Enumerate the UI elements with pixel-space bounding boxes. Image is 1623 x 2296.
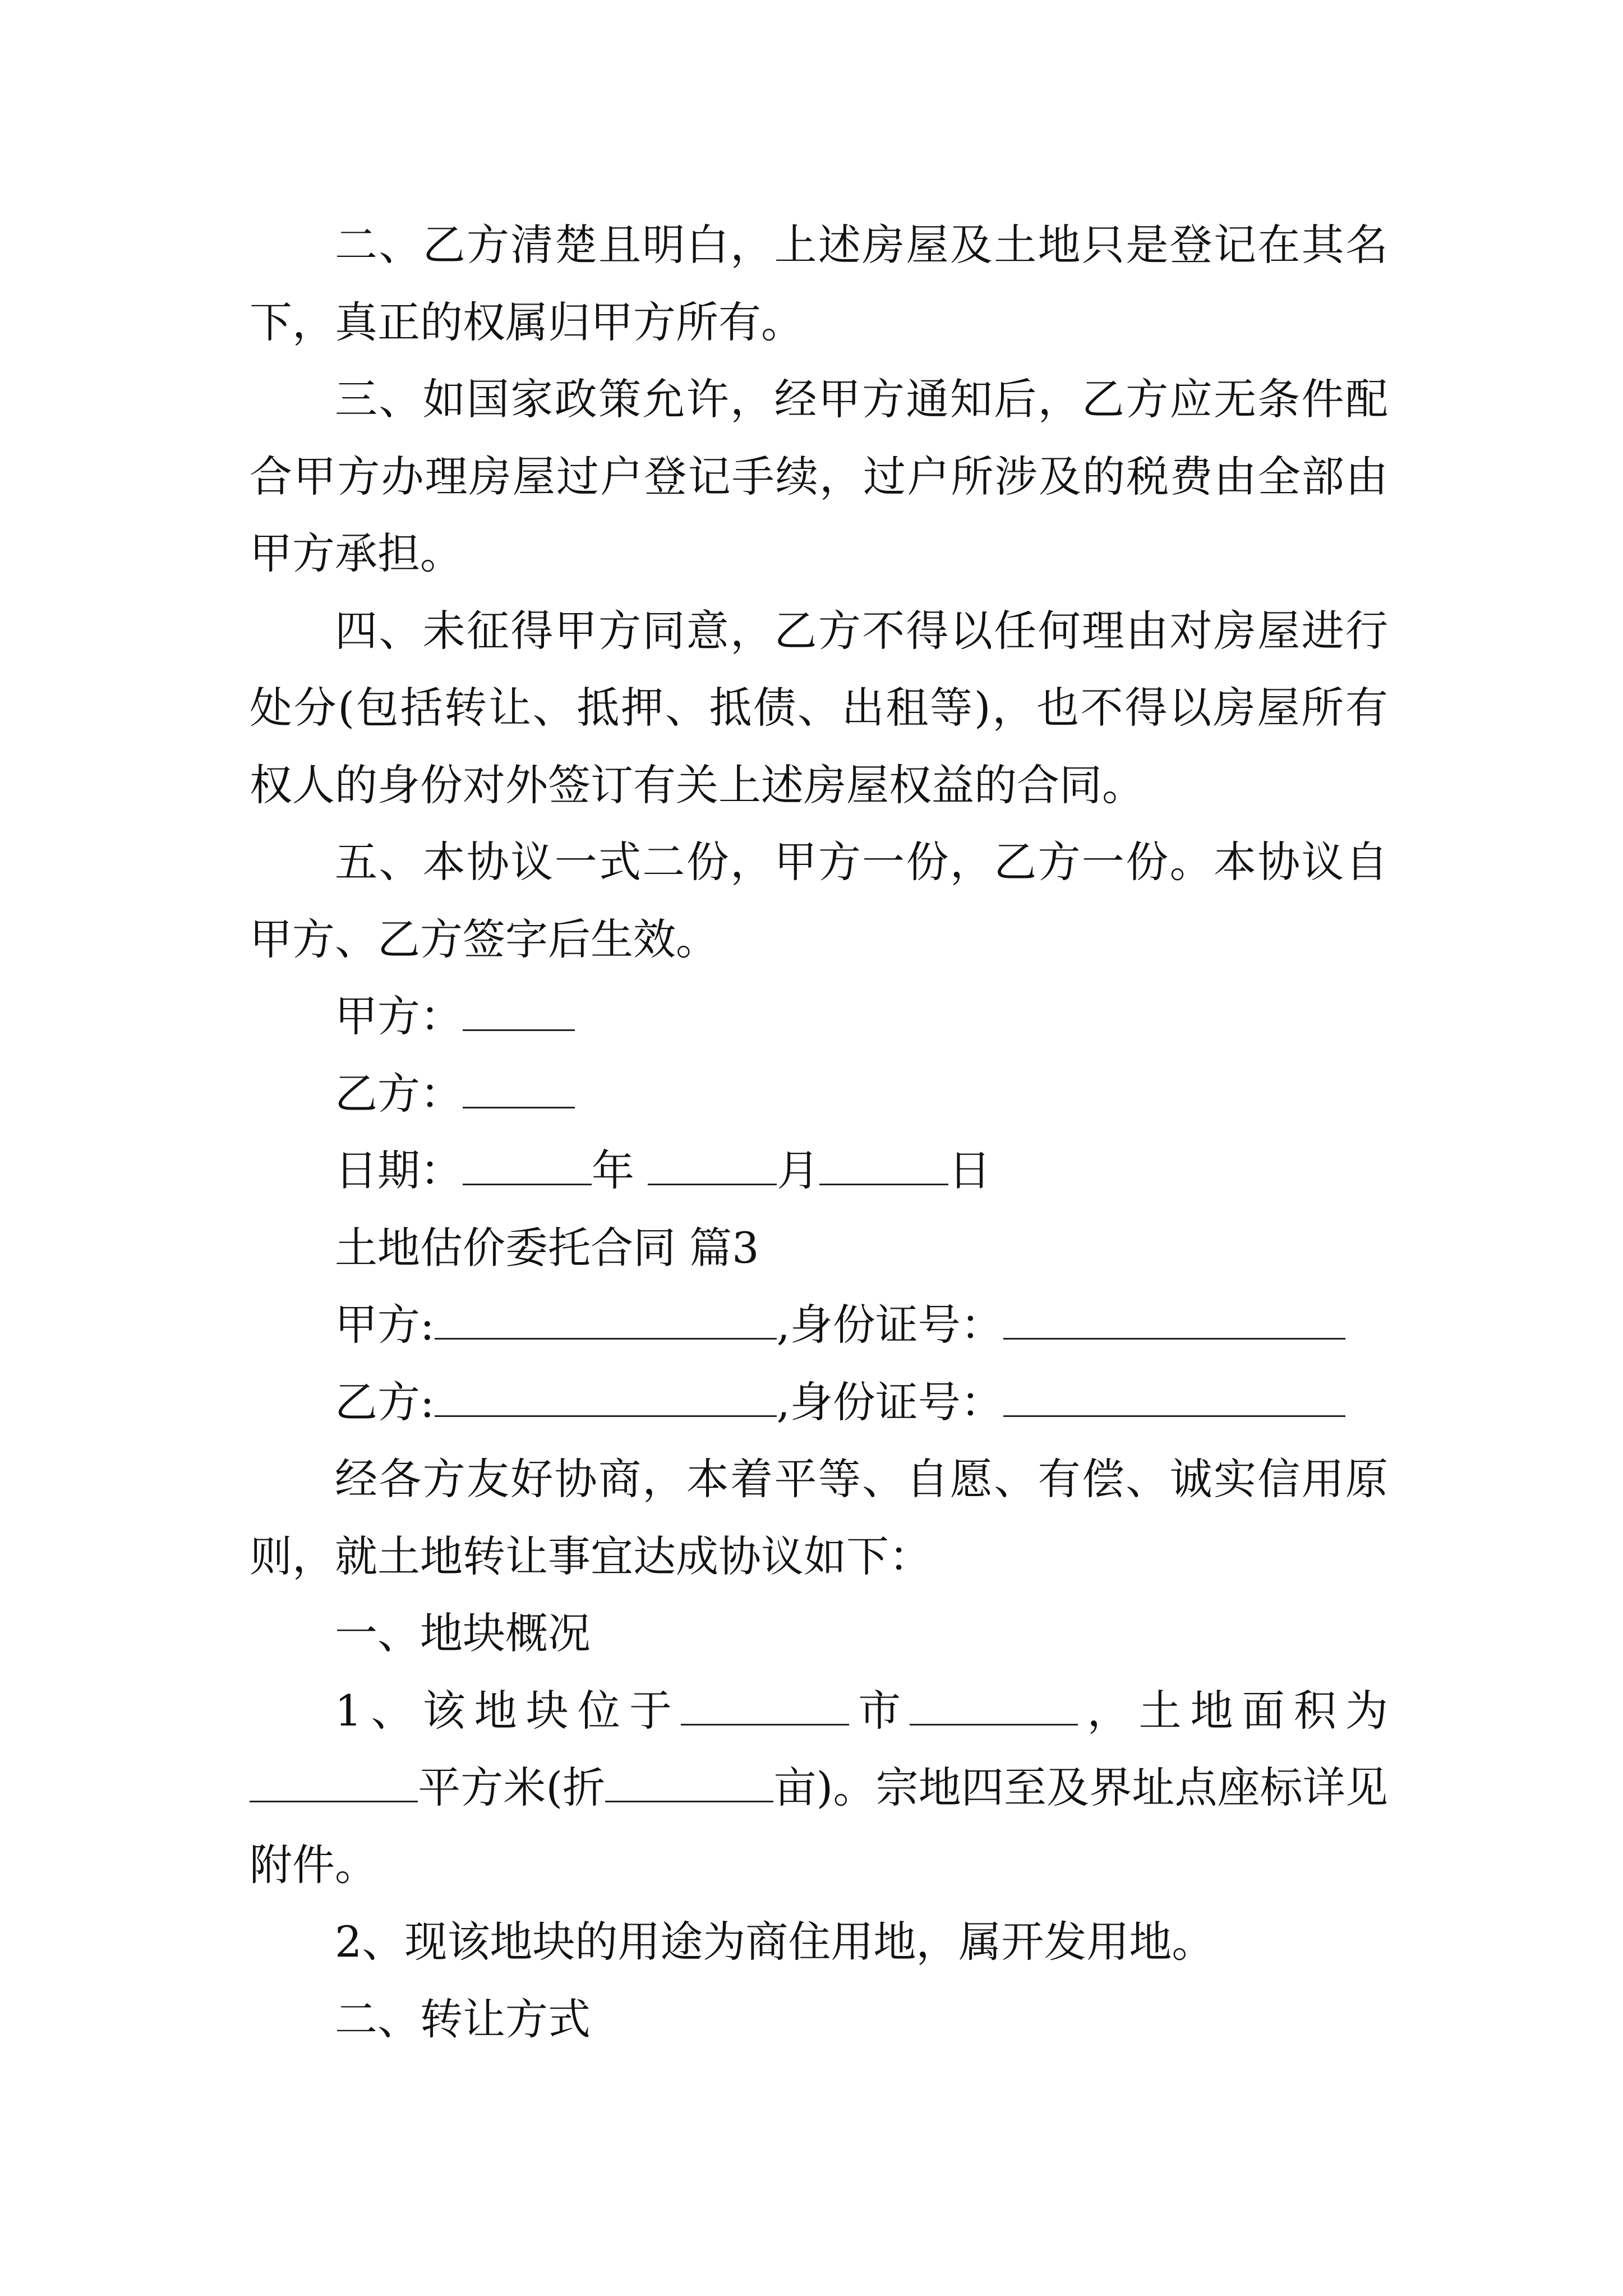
item-one-detail xyxy=(250,1672,1388,1904)
mu-blank[interactable] xyxy=(605,1767,773,1802)
clause-three-text: 三、如国家政策允许，经甲方通知后，乙方应无条件配合甲方办理房屋过户登记手续，过户所涉及的税费由全部由甲方承担。 xyxy=(250,374,1388,578)
party-b-signature-blank[interactable] xyxy=(463,1073,575,1108)
day-blank[interactable] xyxy=(819,1150,948,1185)
party-a-signature-line xyxy=(250,978,1388,1055)
section-heading-text: 土地估价委托合同 篇3 xyxy=(335,1222,759,1273)
year-blank[interactable] xyxy=(463,1150,592,1185)
day-label: 日 xyxy=(948,1145,992,1195)
document-body xyxy=(250,206,1388,2058)
clause-three xyxy=(250,361,1388,592)
location-blank[interactable] xyxy=(681,1690,849,1726)
year-label: 年 xyxy=(592,1145,634,1195)
clause-five-text: 五、本协议一式二份，甲方一份，乙方一份。本协议自甲方、乙方签字后生效。 xyxy=(250,837,1388,964)
item-one-heading-text: 一、地块概况 xyxy=(335,1608,591,1658)
party-b-signature-line xyxy=(250,1055,1388,1133)
party-b-label-2: 乙方: xyxy=(335,1377,435,1427)
section-heading xyxy=(250,1209,1388,1287)
party-a-id-label: ,身份证号： xyxy=(776,1300,1003,1350)
party-a-name-blank[interactable] xyxy=(435,1304,777,1340)
city-label: 市 xyxy=(849,1685,910,1736)
transfer-method-heading xyxy=(250,1981,1388,2058)
intro-text: 经各方友好协商，本着平等、自愿、有偿、诚实信用原则，就土地转让事宜达成协议如下： xyxy=(250,1454,1388,1581)
transfer-method-heading-text: 二、转让方式 xyxy=(335,1994,591,2044)
party-b-id-line xyxy=(250,1364,1388,1441)
item-two-text: 2、现该地块的用途为商住用地，属开发用地。 xyxy=(335,1917,1215,1967)
month-blank[interactable] xyxy=(648,1150,777,1185)
party-a-label: 甲方： xyxy=(335,991,463,1041)
party-a-label-2: 甲方: xyxy=(335,1300,435,1350)
party-a-signature-blank[interactable] xyxy=(463,996,575,1031)
intro-paragraph xyxy=(250,1441,1388,1595)
party-b-id-label: ,身份证号： xyxy=(776,1377,1003,1427)
clause-four-text: 四、未征得甲方同意，乙方不得以任何理由对房屋进行处分(包括转让、抵押、抵债、出租等)，也不得以房屋所有权人的身份对外签订有关上述房屋权益的合同。 xyxy=(250,605,1388,810)
item-two xyxy=(250,1903,1388,1981)
party-b-name-blank[interactable] xyxy=(435,1382,777,1417)
party-a-id-line xyxy=(250,1286,1388,1364)
clause-four xyxy=(250,592,1388,824)
item-one-heading xyxy=(250,1595,1388,1672)
city-blank[interactable] xyxy=(910,1690,1078,1726)
party-b-id-blank[interactable] xyxy=(1003,1382,1345,1417)
party-a-id-blank[interactable] xyxy=(1003,1304,1345,1340)
date-line xyxy=(250,1132,1388,1209)
area-unit-text: 平方米(折 xyxy=(418,1763,606,1812)
clause-five xyxy=(250,823,1388,978)
month-label: 月 xyxy=(777,1145,820,1195)
area-blank[interactable] xyxy=(250,1767,418,1802)
date-label: 日期： xyxy=(335,1145,463,1195)
clause-two-text: 二、乙方清楚且明白，上述房屋及土地只是登记在其名下，真正的权属归甲方所有。 xyxy=(250,220,1388,347)
boundary-text: 亩)。宗地四至及界址点座标详见附件。 xyxy=(250,1763,1388,1890)
location-text: 1、该地块位于 xyxy=(335,1685,681,1736)
area-text: ，土地面积为 xyxy=(1078,1685,1388,1736)
clause-two xyxy=(250,206,1388,361)
party-b-label: 乙方： xyxy=(335,1068,463,1119)
